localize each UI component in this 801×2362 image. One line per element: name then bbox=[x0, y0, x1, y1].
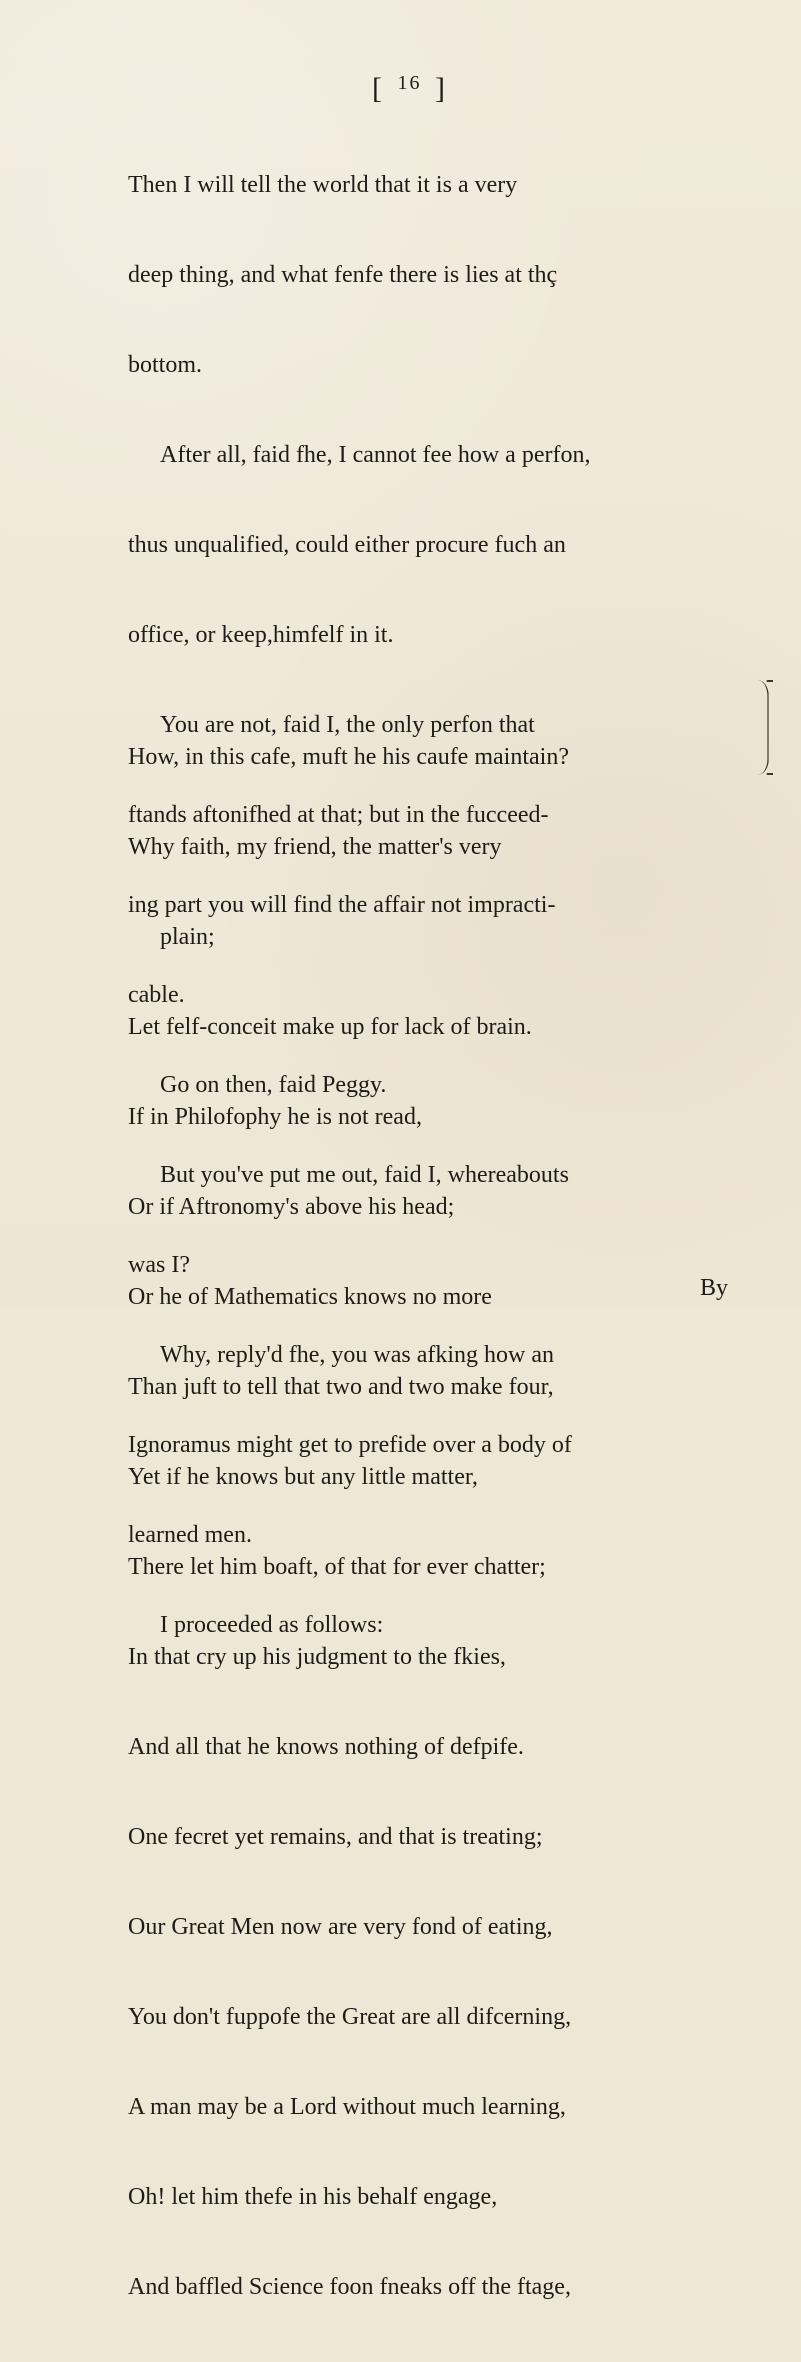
prose-line: thus unqualified, could either procure fuch an bbox=[128, 532, 566, 558]
verse-line: And baffled Science foon fneaks off the ftage, bbox=[128, 2274, 571, 2300]
verse-line: Or if Aftronomy's above his head; bbox=[128, 1194, 455, 1220]
verse-line: plain; bbox=[160, 924, 215, 950]
prose-line: ing part you will find the affair not impracti- bbox=[128, 892, 556, 918]
prose-line: learned men. bbox=[128, 1522, 252, 1548]
verse-line: One fecret yet remains, and that is treating; bbox=[128, 1824, 543, 1850]
verse-line: A man may be a Lord without much learning, bbox=[128, 2094, 566, 2120]
verse-line: In that cry up his judgment to the fkies, bbox=[128, 1644, 506, 1670]
prose-line: You are not, faid I, the only perfon that bbox=[160, 712, 535, 738]
verse-line: Than juft to tell that two and two make four, bbox=[128, 1374, 554, 1400]
prose-line: I proceeded as follows: bbox=[160, 1612, 384, 1638]
page-number: 16 bbox=[397, 72, 422, 94]
prose-line: But you've put me out, faid I, whereabouts bbox=[160, 1162, 569, 1188]
prose-line: Then I will tell the world that it is a very bbox=[128, 172, 518, 198]
prose-line: Ignoramus might get to prefide over a body of bbox=[128, 1432, 572, 1458]
verse-line: Why faith, my friend, the matter's very bbox=[128, 834, 502, 860]
verse-block bbox=[128, 682, 790, 2362]
header-left-bracket: [ bbox=[372, 72, 384, 105]
verse-line: And all that he knows nothing of defpife. bbox=[128, 1734, 524, 1760]
verse-line: You don't fuppofe the Great are all difcerning, bbox=[128, 2004, 572, 2030]
prose-line: Why, reply'd fhe, you was afking how an bbox=[160, 1342, 554, 1368]
prose-line: cable. bbox=[128, 982, 185, 1008]
verse-line: Or he of Mathematics knows no more bbox=[128, 1284, 492, 1310]
prose-line: bottom. bbox=[128, 352, 203, 378]
verse-line: There let him boaft, of that for ever chatter; bbox=[128, 1554, 546, 1580]
prose-line: office, or keep,himfelf in it. bbox=[128, 622, 394, 648]
verse-line: Yet if he knows but any little matter, bbox=[128, 1464, 478, 1490]
page-header bbox=[372, 72, 447, 106]
verse-line: How, in this cafe, muft he his caufe maintain? bbox=[128, 744, 569, 770]
prose-line: Go on then, faid Peggy. bbox=[160, 1072, 387, 1098]
verse-line: If in Philofophy he is not read, bbox=[128, 1104, 422, 1130]
verse-line: Our Great Men now are very fond of eating, bbox=[128, 1914, 553, 1940]
verse-line: Oh! let him thefe in his behalf engage, bbox=[128, 2184, 498, 2210]
prose-line: was I? bbox=[128, 1252, 190, 1278]
prose-line: ftands aftonifhed at that; but in the fucceed- bbox=[128, 802, 549, 828]
verse-line: Let felf-conceit make up for lack of brain. bbox=[128, 1014, 532, 1040]
prose-line: After all, faid fhe, I cannot fee how a perfon, bbox=[160, 442, 591, 468]
header-right-bracket: ] bbox=[435, 72, 447, 105]
prose-line: deep thing, and what fenfe there is lies at thç bbox=[128, 262, 558, 288]
catchword: By bbox=[699, 1275, 728, 1301]
